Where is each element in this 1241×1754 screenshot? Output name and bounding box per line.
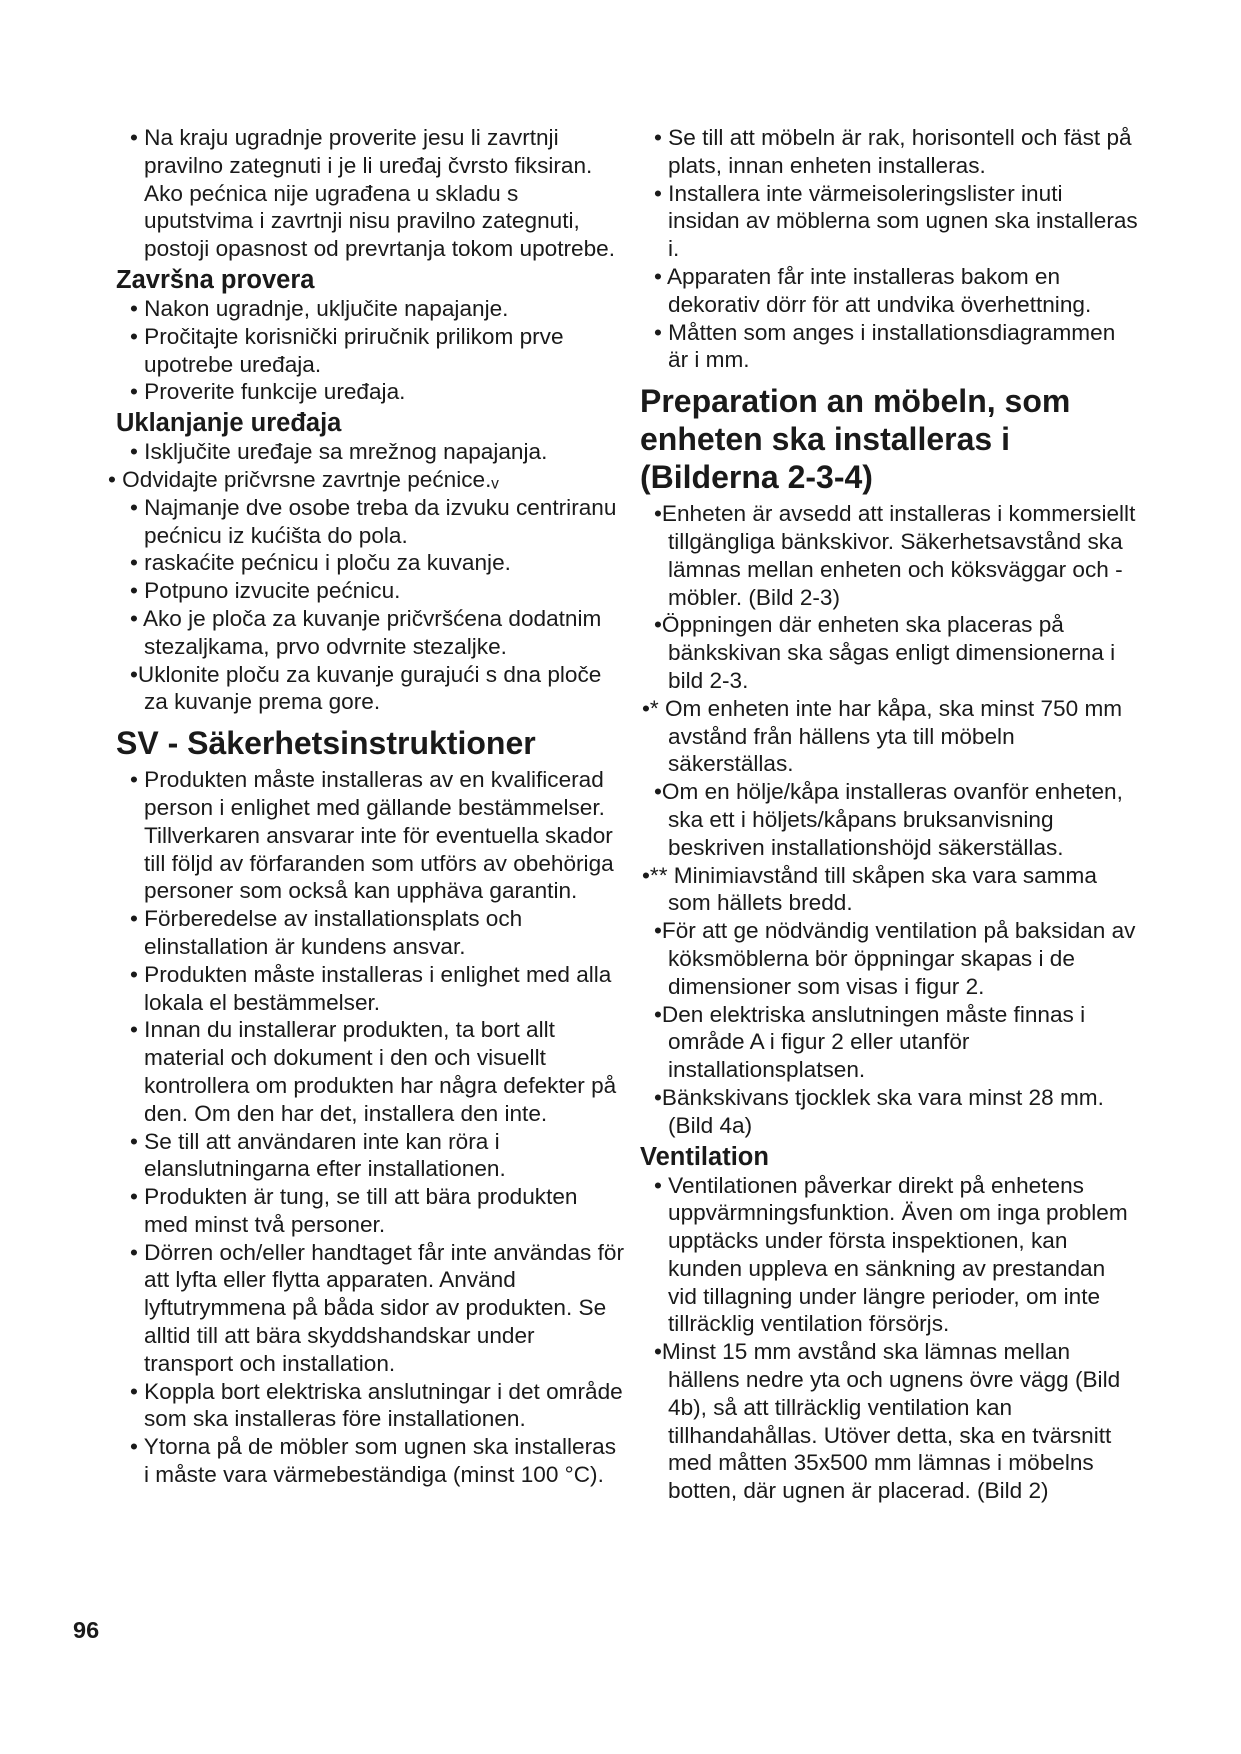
list-item: •Uklonite ploču za kuvanje gurajući s dna ploče za kuvanje prema gore.	[130, 661, 602, 715]
list-item: • Nakon ugradnje, uključite napajanje.	[130, 295, 509, 321]
list-item: • Dörren och/eller handtaget får inte användas för att lyfta eller flytta apparaten. Använd lyftutrymmena på båda sidor av produkten. Se alltid till att bära skyddshandskar under transport och installation.	[130, 1239, 624, 1376]
list-item: • Se till att användaren inte kan röra i elanslutningarna efter installationen.	[130, 1128, 506, 1182]
list-item: • Apparaten får inte installeras bakom en dekorativ dörr för att undvika överhettning.	[654, 263, 1092, 317]
list-item: • Installera inte värmeisoleringslister inuti insidan av möblerna som ugnen ska installeras i.	[654, 180, 1138, 262]
list-item: •** Minimiavstånd till skåpen ska vara samma som hällets bredd.	[642, 862, 1097, 916]
list-item: • Ytorna på de möbler som ugnen ska installeras i måste vara värmebeständiga (minst 100 °C).	[130, 1434, 616, 1488]
list-item: • Ako je ploča za kuvanje pričvršćena dodatnim stezaljkama, prvo odvrnite stezaljke.	[130, 605, 602, 659]
list-item: • Potpuno izvucite pećnicu.	[130, 578, 401, 604]
list-item: • Pročitajte korisnički priručnik prilikom prve upotrebe uređaja.	[130, 323, 564, 377]
list-item: •Den elektriska anslutningen måste finnas i område A i figur 2 eller utanför installationsplatsen.	[654, 1001, 1086, 1083]
zavrsna-provera-heading: Završna provera	[116, 265, 315, 294]
list-item: • Förberedelse av installationsplats och elinstallation är kundens ansvar.	[130, 906, 523, 959]
list-item: • Produkten är tung, se till att bära produkten med minst två personer.	[130, 1184, 578, 1237]
left-column	[108, 124, 626, 1489]
list-item: •Enheten är avsedd att installeras i kommersiellt tillgängliga bänkskivor. Säkerhetsavstånd ska lämnas mellan enheten och köksväggar och -möbler. (Bild 2-3)	[654, 501, 1136, 610]
preparation-heading: Preparation an möbeln, som enheten ska installeras i (Bilderna 2-3-4)	[640, 383, 1071, 496]
list-item: •Om en hölje/kåpa installeras ovanför enheten, ska ett i höljets/kåpans bruksanvisning beskriven installationshöjd säkerställas.	[654, 779, 1123, 860]
right-column	[640, 124, 1140, 1505]
list-item: • Produkten måste installeras av en kvalificerad person i enlighet med gällande bestämmelser. Tillverkaren ansvarar inte för eventuella skador till följd av förfaranden som utförs av obehöriga personer som också kan upphäva garantin.	[130, 767, 614, 904]
list-item: • Se till att möbeln är rak, horisontell och fäst på plats, innan enheten installeras.	[654, 125, 1132, 178]
sv-section-heading: SV - Säkerhetsinstruktioner	[116, 725, 536, 762]
list-item: •Bänkskivans tjocklek ska vara minst 28 mm. (Bild 4a)	[654, 1084, 1104, 1138]
list-item: • Najmanje dve osobe treba da izvuku centriranu pećnicu iz kućišta do pola.	[130, 494, 617, 548]
page-number: 96	[73, 1617, 100, 1643]
ventilation-heading: Ventilation	[640, 1142, 769, 1171]
list-item: •Minst 15 mm avstånd ska lämnas mellan hällens nedre yta och ugnens övre vägg (Bild 4b), så att tillräcklig ventilation kan tillhandahållas. Utöver detta, ska en tvärsnitt med måtten 35x500 mm lämnas i möbelns botten, där ugnen är placerad. (Bild 2)	[654, 1339, 1121, 1504]
list-item: • Produkten måste installeras i enlighet med alla lokala el bestämmelser.	[130, 961, 612, 1015]
list-item: •För att ge nödvändig ventilation på baksidan av köksmöblerna bör öppningar skapas i de dimensioner som visas i figur 2.	[654, 918, 1136, 999]
list-item: • Odvidajte pričvrsne zavrtnje pećnice.ᵥ	[108, 466, 499, 492]
list-item: • Proverite funkcije uređaja.	[130, 379, 406, 405]
list-item: • Koppla bort elektriska anslutningar i det område som ska installeras före installationen.	[130, 1378, 623, 1432]
intro-bullet: • Na kraju ugradnje proverite jesu li zavrtnji pravilno zategnuti i je li uređaj čvrsto fiksiran. Ako pećnica nije ugrađena u skladu s uputstvima i zavrtnji nisu pravilno zategnuti, postoji opasnost od prevrtanja tokom upotrebe.	[130, 125, 615, 262]
list-item: • raskaćite pećnicu i ploču za kuvanje.	[130, 550, 511, 576]
uklanjanje-heading: Uklanjanje uređaja	[116, 409, 342, 438]
list-item: • Måtten som anges i installationsdiagrammen är i mm.	[654, 319, 1116, 373]
list-item: •Öppningen där enheten ska placeras på bänkskivan ska sågas enligt dimensionerna i bild 2-3.	[654, 612, 1116, 693]
list-item: • Isključite uređaje sa mrežnog napajanja.	[130, 439, 548, 465]
list-item: •* Om enheten inte har kåpa, ska minst 750 mm avstånd från hällens yta till möbeln säkerställas.	[642, 695, 1123, 777]
list-item: • Innan du installerar produkten, ta bort allt material och dokument i den och visuellt kontrollera om produkten har några defekter på den. Om den har det, installera den inte.	[130, 1017, 617, 1126]
list-item: • Ventilationen påverkar direkt på enhetens uppvärmningsfunktion. Även om inga problem upptäcks under första inspektionen, kan kunden uppleva en sänkning av prestandan vid tillagning under längre perioder, om inte tillräcklig ventilation försörjs.	[654, 1172, 1128, 1337]
